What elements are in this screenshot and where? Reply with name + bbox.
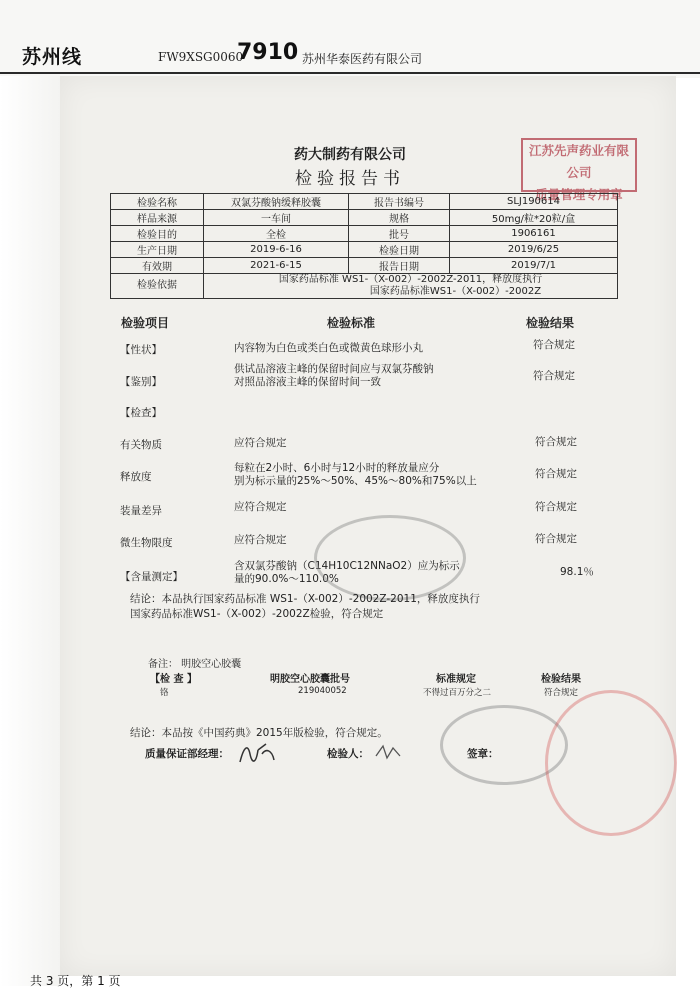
std-release [234,462,477,488]
conclusion-line1: 结论：本品执行国家药品标准 WS1-（X-002）-2002Z-2011，释放度执行 [130,593,480,605]
result-identification: 符合规定 [533,370,575,382]
item-appearance: 【性状】 [120,344,162,356]
std-microbe: 应符合规定 [234,534,287,546]
conclusion-text [130,592,480,622]
label-test-date: 检验日期 [349,242,450,258]
std-release-line1: 每粒在2小时、6小时与12小时的释放量应分 [234,462,440,474]
table-row [111,242,618,258]
label-spec: 规格 [349,210,450,226]
std-release-line2: 别为标示量的25%～50%、45%～80%和75%以上 [234,475,477,487]
capsule-item: 铬 [160,688,169,698]
value-batch: 1906161 [450,226,618,242]
capsule-result-header: 检验结果 [541,674,581,685]
value-report-no: SLJ190614 [450,194,618,210]
capsule-result: 符合规定 [544,688,579,698]
value-basis [204,274,618,299]
col-header-item: 检验项目 [121,316,170,330]
seal-label: 签章： [467,748,499,760]
value-test-date: 2019/6/25 [450,242,618,258]
col-header-result: 检验结果 [526,316,575,330]
issuer-company: 药大制药有限公司 [294,147,406,163]
doc-number: 7910 [237,40,299,65]
header-rule [0,72,700,74]
capsule-standard: 不得过百万分之二 [423,688,492,698]
value-source: 一车间 [204,210,349,226]
page-indicator: 共 3 页，第 1 页 [30,974,121,988]
qa-signature [236,740,278,768]
basis-line1: 国家药品标准 WS1-（X-002）-2002Z-2011，释放度执行 [278,274,543,285]
report-title: 检验报告书 [295,169,405,189]
note-capsule: 备注： 明胶空心胶囊 [148,659,242,670]
label-source: 样品来源 [111,210,204,226]
item-loading: 装量差异 [120,505,162,517]
table-row [111,210,618,226]
company-seal [314,515,466,601]
inspector-signature [373,742,403,762]
label-name: 检验名称 [111,194,204,210]
value-prod-date: 2019-6-16 [204,242,349,258]
capsule-check: 【检 查 】 [150,674,197,685]
red-company-seal [545,690,677,836]
std-identification-line1: 供试品溶液主峰的保留时间应与双氯芬酸钠 [234,363,434,375]
label-basis: 检验依据 [111,274,204,299]
capsule-standard-header: 标准规定 [436,674,476,685]
item-assay: 【含量测定】 [120,571,183,583]
conclusion-line2: 国家药品标准WS1-（X-002）-2002Z检验，符合规定 [130,608,384,620]
value-expiry: 2021-6-15 [204,258,349,274]
std-related: 应符合规定 [234,437,287,449]
scan-margin [0,76,60,986]
item-related: 有关物质 [120,439,162,451]
item-check: 【检查】 [120,407,162,419]
col-header-standard: 检验标准 [327,316,376,330]
capsule-batch-header: 明胶空心胶囊批号 [270,674,350,685]
label-expiry: 有效期 [111,258,204,274]
table-row [111,194,618,210]
table-row [111,258,618,274]
label-report-no: 报告书编号 [349,194,450,210]
info-table [110,193,618,299]
qa-manager-label: 质量保证部经理： [145,748,229,760]
final-conclusion: 结论：本品按《中国药典》2015年版检验，符合规定。 [130,727,388,739]
inspector-label: 检验人： [327,748,369,760]
doc-code: FW9XSG0060 [158,50,244,64]
basis-line2: 国家药品标准WS1-（X-002）-2002Z [369,286,542,297]
value-purpose: 全检 [204,226,349,242]
table-row [111,274,618,299]
std-loading: 应符合规定 [234,501,287,513]
result-related: 符合规定 [535,436,577,448]
item-release: 释放度 [120,471,152,483]
value-name: 双氯芬酸钠缓释胶囊 [204,194,349,210]
result-loading: 符合规定 [535,501,577,513]
label-batch: 批号 [349,226,450,242]
quality-stamp-line2: 质量管理专用章 [535,187,623,202]
std-assay-line1: 含双氯芬酸钠（C14H10C12NNaO2）应为标示 [234,560,460,572]
line-label: 苏州线 [22,46,83,68]
label-purpose: 检验目的 [111,226,204,242]
quality-stamp [521,138,637,202]
quality-stamp-line1: 江苏先声药业有限公司 [528,143,629,180]
label-report-date: 报告日期 [349,258,450,274]
result-release: 符合规定 [535,468,577,480]
item-microbe: 微生物限度 [120,537,173,549]
value-report-date: 2019/7/1 [450,258,618,274]
std-assay-line2: 量的90.0%～110.0% [234,573,339,585]
label-prod-date: 生产日期 [111,242,204,258]
std-appearance: 内容物为白色或类白色或微黄色球形小丸 [234,342,423,354]
result-appearance: 符合规定 [533,339,575,351]
capsule-batch: 219040052 [298,686,347,696]
item-identification: 【鉴别】 [120,376,162,388]
std-identification-line2: 对照品溶液主峰的保留时间一致 [234,376,381,388]
value-spec: 50mg/粒*20粒/盒 [450,210,618,226]
std-identification [234,363,434,389]
result-microbe: 符合规定 [535,533,577,545]
table-row [111,226,618,242]
header-company: 苏州华泰医药有限公司 [302,52,423,66]
result-assay: 98.1％ [560,566,594,578]
